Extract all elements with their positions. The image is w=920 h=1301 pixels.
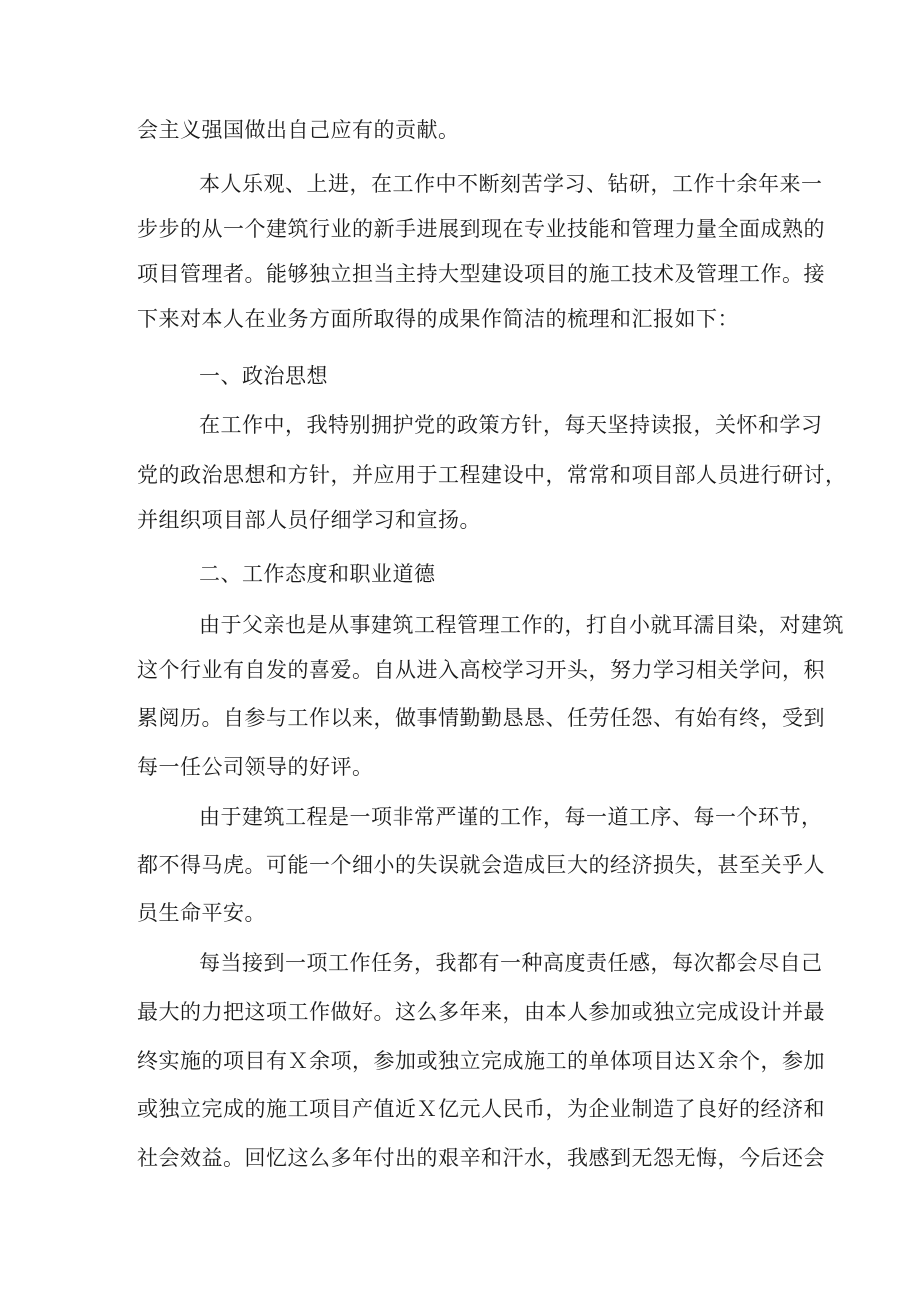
text-line: 或独立完成的施工项目产值近Ｘ亿元人民币，为企业制造了良好的经济和	[137, 1097, 825, 1121]
text-line: 这个行业有自发的喜爱。自从进入高校学习开头，努力学习相关学问，积	[137, 658, 825, 682]
paragraph-first-line: 由于建筑工程是一项非常严谨的工作，每一道工序、每一个环节，	[199, 805, 823, 829]
text-line: 党的政治思想和方针，并应用于工程建设中，常常和项目部人员进行研讨，	[137, 463, 847, 487]
text-line: 步步的从一个建筑行业的新手进展到现在专业技能和管理力量全面成熟的	[137, 217, 825, 241]
text-line: 社会效益。回忆这么多年付出的艰辛和汗水，我感到无怨无悔，今后还会	[137, 1146, 825, 1170]
text-line: 每一任公司领导的好评。	[137, 755, 374, 779]
text-line: 项目管理者。能够独立担当主持大型建设项目的施工技术及管理工作。接	[137, 262, 825, 286]
paragraph-first-line: 在工作中，我特别拥护党的政策方针，每天坚持读报，关怀和学习	[199, 413, 823, 437]
section-heading: 二、工作态度和职业道德	[199, 562, 436, 586]
text-line: 最大的力把这项工作做好。这么多年来，由本人参加或独立完成设计并最	[137, 1000, 825, 1024]
text-line: 下来对本人在业务方面所取得的成果作简洁的梳理和汇报如下：	[137, 307, 739, 331]
section-heading: 一、政治思想	[199, 364, 328, 388]
text-line: 并组织项目部人员仔细学习和宣扬。	[137, 508, 481, 532]
text-line: 累阅历。自参与工作以来，做事情勤勤恳恳、任劳任怨、有始有终，受到	[137, 706, 825, 730]
text-line: 终实施的项目有Ｘ余项，参加或独立完成施工的单体项目达Ｘ余个，参加	[137, 1049, 825, 1073]
text-line: 会主义强国做出自己应有的贡献。	[137, 118, 460, 142]
text-line: 员生命平安。	[137, 901, 266, 925]
paragraph-first-line: 每当接到一项工作任务，我都有一种高度责任感，每次都会尽自己	[199, 951, 823, 975]
paragraph-first-line: 由于父亲也是从事建筑工程管理工作的，打自小就耳濡目染，对建筑	[199, 613, 844, 637]
text-line: 都不得马虎。可能一个细小的失误就会造成巨大的经济损失，甚至关乎人	[137, 853, 825, 877]
paragraph-first-line: 本人乐观、上进，在工作中不断刻苦学习、钻研，工作十余年来一	[199, 172, 823, 196]
